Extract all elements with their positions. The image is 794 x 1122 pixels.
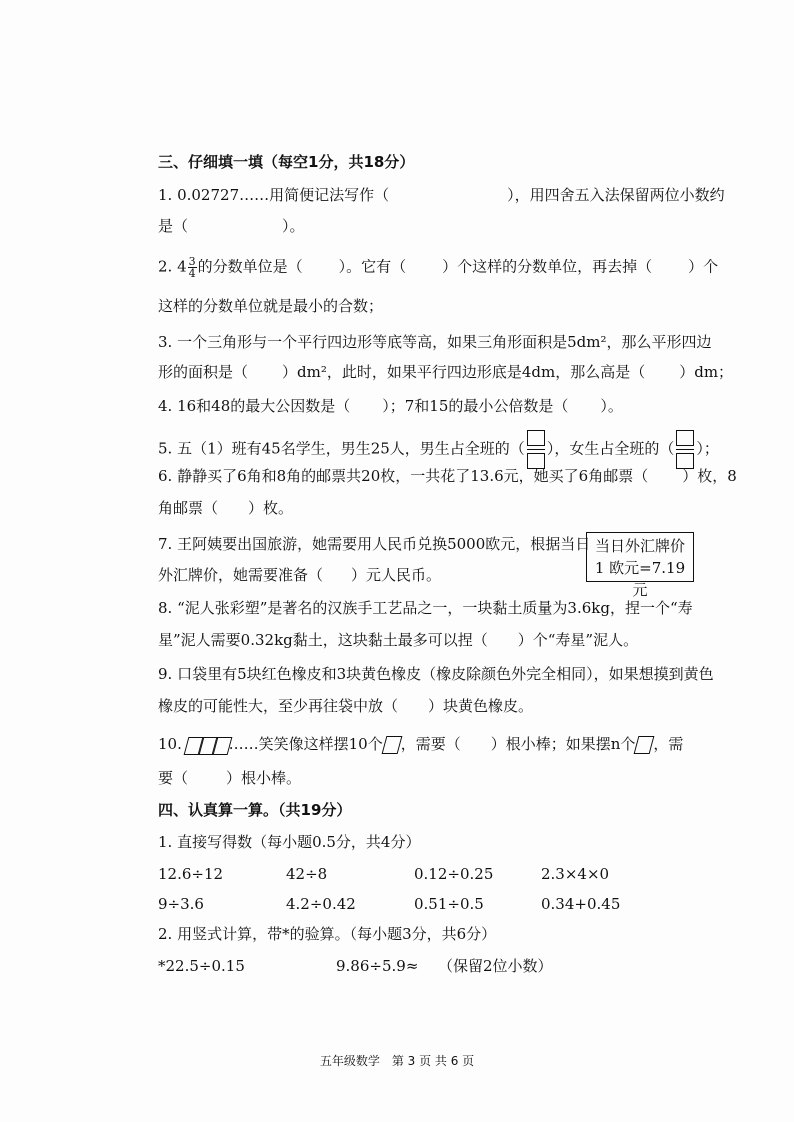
q10-text-d: ，需 <box>653 735 684 753</box>
calc-row2-item2: 4.2÷0.42 <box>286 895 356 913</box>
q2-text-c: ）个这样的分数单位，再去掉（ <box>442 257 653 276</box>
calc-row1-item4: 2.3×4×0 <box>541 865 610 883</box>
q2-text-d: ）个 <box>688 257 719 276</box>
calc-row1-item3: 0.12÷0.25 <box>414 865 494 883</box>
question-6-line1 <box>158 466 737 486</box>
q9-text-c: ）块黄色橡皮。 <box>428 697 534 715</box>
q9-text-b: 橡皮的可能性大，至少再往袋中放（ <box>158 697 399 715</box>
q6-text-c: 角邮票（ <box>158 499 219 517</box>
q5-text-a: 5. 五（1）班有45名学生，男生25人，男生占全班的（ <box>158 439 525 458</box>
q2-text-a: 的分数单位是（ <box>197 257 303 276</box>
q2-whole: 2. 4 <box>158 257 187 276</box>
question-3-line1: 3. 一个三角形与一个平行四边形等底等高，如果三角形面积是5dm²，那么平形四边 <box>158 333 712 351</box>
question-9-line1: 9. 口袋里有5块红色橡皮和3块黄色橡皮（橡皮除颜色外完全相同），如果想摸到黄色 <box>158 665 714 683</box>
question-7-line2 <box>158 565 441 585</box>
section4-sub1: 1. 直接写得数（每小题0.5分，共4分） <box>158 833 421 851</box>
q7-text-b: 外汇牌价，她需要准备（ <box>158 566 324 584</box>
section4-sub2: 2. 用竖式计算，带*的验算。（每小题3分，共6分） <box>158 925 497 943</box>
q1-text-b: ），用四舍五入法保留两位小数约 <box>507 186 725 204</box>
q3-text-c: ）dm²，此时，如果平行四边形底是4dm，那么高是（ <box>282 363 646 381</box>
q10-text-b: ，需要（ <box>400 735 461 753</box>
q4-text-a: 4. 16和48的最大公因数是（ <box>158 397 351 415</box>
q10-text-e: 要（ <box>158 769 189 787</box>
question-2-line1 <box>158 256 718 279</box>
question-7-line1: 7. 王阿姨要出国旅游，她需要用人民币兑换5000欧元，根据当日 <box>158 535 591 553</box>
question-2-line2: 这样的分数单位就是最小的合数； <box>158 297 384 315</box>
vertical-calc-2: 9.86÷5.9≈ <box>336 957 419 975</box>
question-3-line2 <box>158 362 733 382</box>
parallelogram-row-icon <box>187 735 229 755</box>
q2-text-b: ）。它有（ <box>338 257 407 276</box>
q10-text-a: ……笑笑像这样摆10个 <box>228 735 383 753</box>
exchange-rate-title: 当日外汇牌价 <box>594 537 685 555</box>
q6-text-a: 6. 静静买了6角和8角的邮票共20枚，一共花了13.6元，她买了6角邮票（ <box>158 467 649 485</box>
parallelogram-icon <box>634 736 655 754</box>
q5-text-b: ），女生占全班的（ <box>546 439 675 458</box>
q10-text-c: ）根小棒；如果摆n个 <box>490 735 636 753</box>
exchange-rate-value: 1 欧元=7.19 元 <box>594 559 686 599</box>
calc-row2-item4: 0.34+0.45 <box>541 895 621 913</box>
question-1-line2 <box>158 216 305 236</box>
q2-numerator: 3 <box>188 255 196 268</box>
q8-text-c: ）个“寿星”泥人。 <box>517 631 639 649</box>
page-footer: 五年级数学 第 3 页 共 6 页 <box>319 1054 475 1068</box>
q4-text-c: ）。 <box>600 397 623 415</box>
q10-text-f: ）根小棒。 <box>226 769 302 787</box>
q5-box-fraction-1[interactable] <box>527 430 545 469</box>
section3-title: 三、仔细填一填（每空1分，共18分） <box>158 153 415 171</box>
q5-box-fraction-2[interactable] <box>676 430 694 469</box>
q1-text-a: 1. 0.02727……用简便记法写作（ <box>158 186 390 204</box>
vertical-calc-1: *22.5÷0.15 <box>158 957 245 975</box>
q2-fraction <box>188 256 197 279</box>
question-8-line2 <box>158 630 638 650</box>
calc-row1-item2: 42÷8 <box>286 865 328 883</box>
q1-text-d: ）。 <box>282 217 305 235</box>
question-5 <box>158 430 719 469</box>
calc-row2-item3: 0.51÷0.5 <box>414 895 484 913</box>
vertical-calc-2-note: （保留2位小数） <box>438 957 553 975</box>
question-10-line2 <box>158 768 301 788</box>
calc-row1-item1: 12.6÷12 <box>158 865 224 883</box>
q4-text-b: ）；7和15的最小公倍数是（ <box>382 397 569 415</box>
q6-text-d: ）枚。 <box>248 499 294 517</box>
calc-row2-item1: 9÷3.6 <box>158 895 204 913</box>
exchange-rate-box <box>586 532 694 599</box>
question-4 <box>158 396 623 416</box>
q5-text-c: ）； <box>696 439 719 458</box>
q8-text-b: 星”泥人需要0.32kg黏土，这块黏土最多可以捏（ <box>158 631 488 649</box>
q3-text-d: ）dm； <box>679 363 734 381</box>
q10-number: 10. <box>158 735 182 753</box>
question-8-line1: 8. “泥人张彩塑”是著名的汉族手工艺品之一，一块黏土质量为3.6kg，捏一个“寿 <box>158 599 693 617</box>
q2-denominator: 4 <box>188 267 196 280</box>
question-9-line2 <box>158 696 533 716</box>
q3-text-b: 形的面积是（ <box>158 363 249 381</box>
parallelogram-icon <box>381 736 402 754</box>
question-6-line2 <box>158 498 293 518</box>
q7-text-c: ）元人民币。 <box>351 566 442 584</box>
q6-text-b: ）枚，8 <box>682 467 737 485</box>
question-10-line1 <box>158 734 683 755</box>
section4-title: 四、认真算一算。（共19分） <box>158 801 352 819</box>
q1-text-c: 是（ <box>158 217 189 235</box>
question-1-line1 <box>158 185 725 205</box>
